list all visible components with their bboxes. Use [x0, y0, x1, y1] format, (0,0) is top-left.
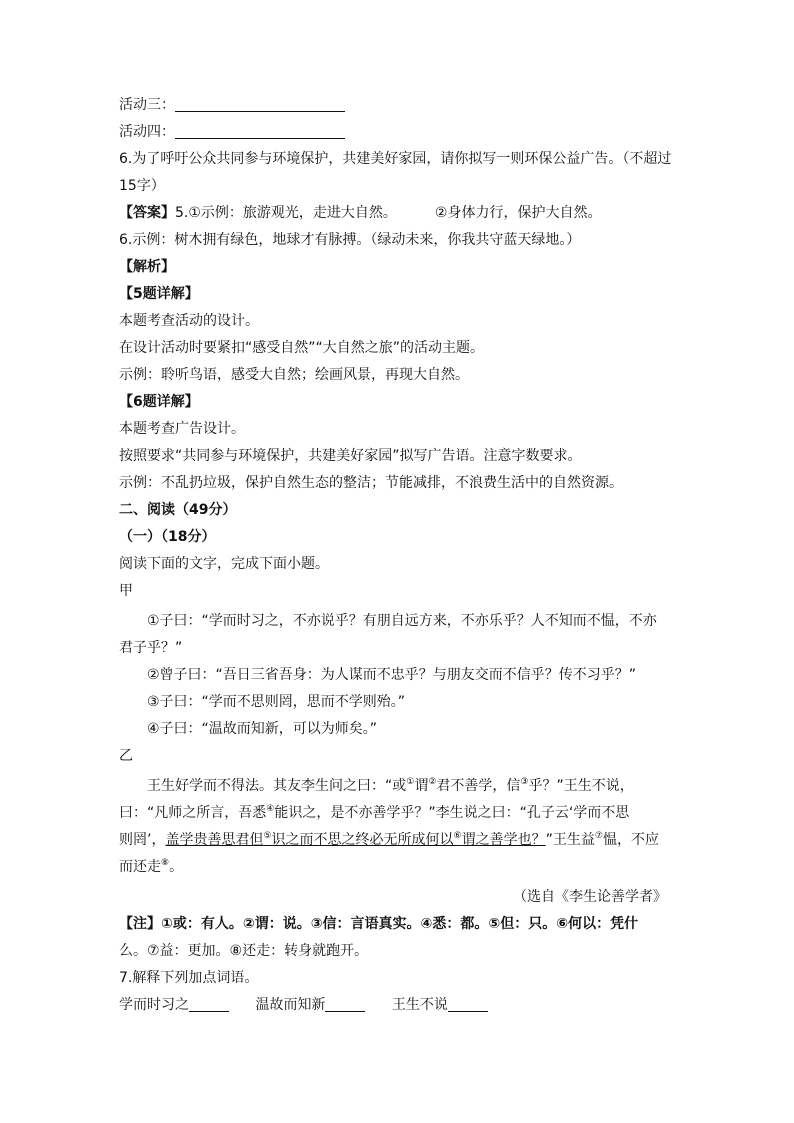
q7-blank-3[interactable] — [448, 995, 488, 1012]
yi-3: 则罔’，盖学贵善思君但⑤识之而不思之终必无所成何以⑥谓之善学也？”王生益⑦愠，不应 — [119, 831, 659, 848]
q6-detail-2: 按照要求“共同参与环境保护，共建美好家园”拟写广告语。注意字数要求。 — [119, 448, 582, 464]
analysis-label: 【解析】 — [119, 259, 175, 275]
part1-heading: （一）（18分） — [119, 529, 216, 545]
jia-4: ④子曰：“温故而知新，可以为师矣。” — [147, 721, 378, 737]
passage-jia-label: 甲 — [119, 583, 133, 599]
jia-2: ②曾子曰：“吾日三省吾身：为人谋而不忠乎？与朋友交而不信乎？传不习乎？” — [147, 667, 637, 683]
yi-1: 王生好学而不得法。其友李生问之曰：“或①谓②君不善学，信③乎？”王生不说， — [147, 777, 634, 794]
answer-q6: 6.示例：树木拥有绿色，地球才有脉搏。（绿动未来，你我共守蓝天绿地。） — [119, 232, 581, 248]
section2-heading: 二、阅读（49分） — [119, 502, 237, 518]
q6-detail-1: 本题考查广告设计。 — [119, 421, 245, 437]
q5-detail-label: 【5题详解】 — [119, 286, 199, 302]
jia-1a: ①子曰：“学而时习之，不亦说乎？有朋自远方来，不亦乐乎？人不知而不愠，不亦 — [147, 613, 657, 629]
answer-q5: 【答案】5.①示例：旅游观光，走进大自然。 ②身体力行，保护大自然。 — [119, 205, 602, 221]
activity4-line: 活动四： — [119, 119, 345, 146]
q5-detail-2: 在设计活动时要紧扣“感受自然”“大自然之旅”的活动主题。 — [119, 340, 485, 356]
q7-items: 学而时习之 温故而知新 王生不说 — [119, 992, 488, 1019]
q7-prompt: 7.解释下列加点词语。 — [119, 970, 259, 986]
q6-detail-3: 示例：不乱扔垃圾，保护自然生态的整洁；节能减排，不浪费生活中的自然资源。 — [119, 475, 623, 491]
passage-yi-label: 乙 — [119, 748, 133, 764]
source-citation: （选自《李生论善学者》 — [513, 889, 667, 905]
yi-4: 而还走⑧。 — [119, 858, 184, 875]
jia-3: ③子曰：“学而不思则罔，思而不学则殆。” — [147, 694, 406, 710]
activity3-line: 活动三： — [119, 92, 345, 119]
read-instruction: 阅读下面的文字，完成下面小题。 — [119, 556, 329, 572]
notes-line2: 么。⑦益：更加。⑧还走：转身就跑开。 — [119, 943, 369, 959]
yi-2: 曰：“凡师之所言，吾悉④能识之，是不亦善学乎？”李生说之曰：“孔子云‘学而不思 — [119, 804, 630, 821]
q6-detail-label: 【6题详解】 — [119, 394, 199, 410]
q5-detail-1: 本题考查活动的设计。 — [119, 313, 259, 329]
q6-line1: 6.为了呼吁公众共同参与环境保护，共建美好家园，请你拟写一则环保公益广告。（不超过 — [119, 151, 672, 167]
q6-line2: 15字） — [119, 178, 165, 194]
notes-line1: 【注】①或：有人。②谓：说。③信：言语真实。④悉：都。⑤但：只。⑥何以：凭什 — [119, 916, 639, 932]
q7-blank-1[interactable] — [189, 995, 229, 1012]
q7-blank-2[interactable] — [325, 995, 365, 1012]
underlined-sentence: 盖学贵善思君但⑤识之而不思之终必无所成何以⑥谓之善学也？ — [165, 831, 546, 848]
jia-1b: 君子乎？” — [119, 640, 183, 656]
activity3-blank[interactable] — [175, 95, 345, 112]
q5-detail-3: 示例：聆听鸟语，感受大自然；绘画风景，再现大自然。 — [119, 367, 469, 383]
activity4-blank[interactable] — [175, 122, 345, 139]
